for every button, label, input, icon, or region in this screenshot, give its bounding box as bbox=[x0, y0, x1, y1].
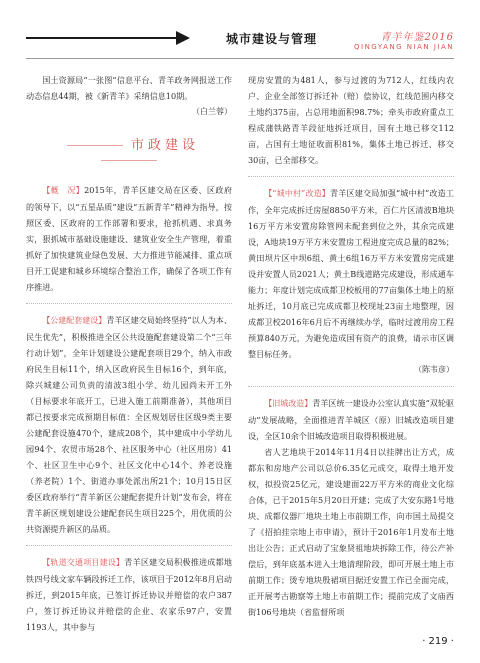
old-city-tag: 【旧城改造】 bbox=[264, 399, 313, 408]
paragraph-old-city bbox=[248, 395, 454, 444]
divider bbox=[248, 176, 454, 177]
overview-text: 2015年，青羊区建交局在区委、区政府的领导下，以“五星品质”建设“五新青羊”精神为指导，按照区委、区政府的工作部署和要求，抢抓机遇、求真务实，狠抓城市基础设施建设、建筑业安全生产管理，着重抓好了加快建筑业绿色发展、大力推进节能减排、重点项目开工促建和城乡环境综合整治工作，确保了各项工作有序推进。 bbox=[26, 185, 232, 292]
paragraph-source: （白兰蓉） bbox=[192, 107, 232, 116]
paragraph-rail-continued: 现房安置的为481人，参与过渡的为712人，红线内农户、企业全部签订拆迁补（赔）偿协议，红线范围内移交土地约375亩，占总用地面积98.7%；牵头市政府重点工程成蒲铁路青羊段征地拆迁项目，国有土地已移交112亩，占国有土地征收面积81%，集体土地已拆迁、移交30亩，已全部移交。 bbox=[248, 75, 454, 165]
village-renovation-tag: 【“城中村”改造】 bbox=[264, 189, 330, 198]
page-number: · 219 · bbox=[422, 636, 454, 647]
paragraph-report-info: 国土资源局“一张图”信息平台、青羊政务网报送工作动态信息44期，被《新青羊》采纳信息10期。 bbox=[26, 75, 232, 101]
old-city-text: 青羊区统一建设办公室认真实施“双轮驱动”发展战略，全面推进青羊城区（原）旧城改造项目建设，全区10余个旧城改造项目取得积极进展。 bbox=[248, 398, 455, 441]
page-header bbox=[26, 24, 454, 64]
left-column bbox=[26, 72, 232, 635]
paragraph-source: （陈韦彦） bbox=[414, 365, 454, 374]
rail-transit-text: 青羊区建交局积极推进成都地铁四号线文家车辆段拆迁工作，该项目于2012年8月启动拆迁，到2015年底，已签订拆迁协议并赔偿的农户387户，签订拆迁协议并赔偿的企业、农家乐97户，安置1193人，其中参与 bbox=[26, 557, 232, 632]
paragraph-public-facilities bbox=[26, 312, 232, 537]
right-column bbox=[248, 72, 454, 620]
header-rule bbox=[26, 58, 454, 59]
public-facilities-text: 青羊区建交局始终坚持“以人为本、民生优先”，积极推进全区公共设施配套建设第二个“三年行动计划”，全年计划建设公建配套项目29个，纳入市政府民生目标11个，纳入区政府民生目标16个，到年底，除兴城建公司负责的清波3组小学、幼儿园尚未开工外（目标要求年底开工，已进入施工前期准备），其他项目都已按要求完成预期目标值：全区规划居住区级9类主要公建配套设施470个，建成208个，其中建成中小学幼儿园94个、农贸市场28个、社区服务中心（社区用房）41个、社区卫生中心9个、社区文化中心14个、养老设施（养老院）1个、街道办事处派出所21个；10月15日区委区政府举行“青羊新区公建配套提升计划”发布会，将在青羊新区规划建设公建配套民生项目225个，用优质的公共资源提升新区的品质。 bbox=[26, 315, 232, 534]
running-title: 城市建设与管理 bbox=[226, 32, 318, 46]
overview-tag: 【概 况】 bbox=[42, 186, 85, 195]
divider bbox=[26, 303, 232, 304]
header-arrow-decoration bbox=[26, 28, 196, 48]
header-arrow-bar bbox=[26, 37, 176, 39]
book-name: 青羊年鉴2016 bbox=[380, 32, 454, 43]
paragraph-village-renovation bbox=[248, 185, 454, 362]
village-renovation-text: 青羊区建交局加强“城中村”改造工作，全年完成拆迁房屋8850平方米，百仁片区清波B地块16万平方米安置房除管网未配套到位之外，其余完成建设，A地块19万平方米安置房工程进度完成总量的82%；黄田坝片区中坝6组、黄土6组16万平方米安置房完成建设并安置人员2021人；黄土B线道路完成建设，形成通车能力；年度计划完成成都卫校板用的77亩集体土地上的原址拆迁，10月底已完成成都卫校现址23亩土地整理，因成都卫校2016年6月后不再继续办学，临时过渡用房工程预算840万元，为避免造成国有资产的浪费，请示市区调整目标任务。 bbox=[248, 188, 454, 359]
book-name-pinyin: QINGYANG NIAN JIAN bbox=[354, 43, 454, 51]
divider bbox=[248, 386, 454, 387]
rail-transit-tag: 【轨道交通项目建设】 bbox=[42, 558, 125, 567]
paragraph-old-city-detail: 省人艺地块于2014年11月4日以挂牌出让方式，成都东和房地产公司以总价6.35亿元成交，取得土地开发权，拟投资25亿元，建设建面22万平方米的商业文化综合体，已于2015年5月20日开建；完成了大安东路1号地块、成都仪器厂地块土地上市前期工作，向市国土局提交了《招拍挂宗地上市申请》，预计于2016年1月发布土地出让公告；正式启动了宝象贤祖地块拆除工作，待公产补偿后，到年底基本进入土地清理阶段，即可开展土地上市前期工作；烫专地块殷裙项目据迁安置工作已全面完成，正开展考古勘察等土地上市前期工作；提前完成了文庙西街106号地块（省监督所项 bbox=[248, 447, 454, 617]
header-arrow-head bbox=[176, 31, 190, 45]
paragraph-rail-transit bbox=[26, 554, 232, 635]
divider bbox=[26, 545, 232, 546]
paragraph-overview bbox=[26, 182, 232, 295]
section-title: 市政建设 bbox=[26, 134, 232, 168]
public-facilities-tag: 【公建配套建设】 bbox=[42, 316, 107, 325]
